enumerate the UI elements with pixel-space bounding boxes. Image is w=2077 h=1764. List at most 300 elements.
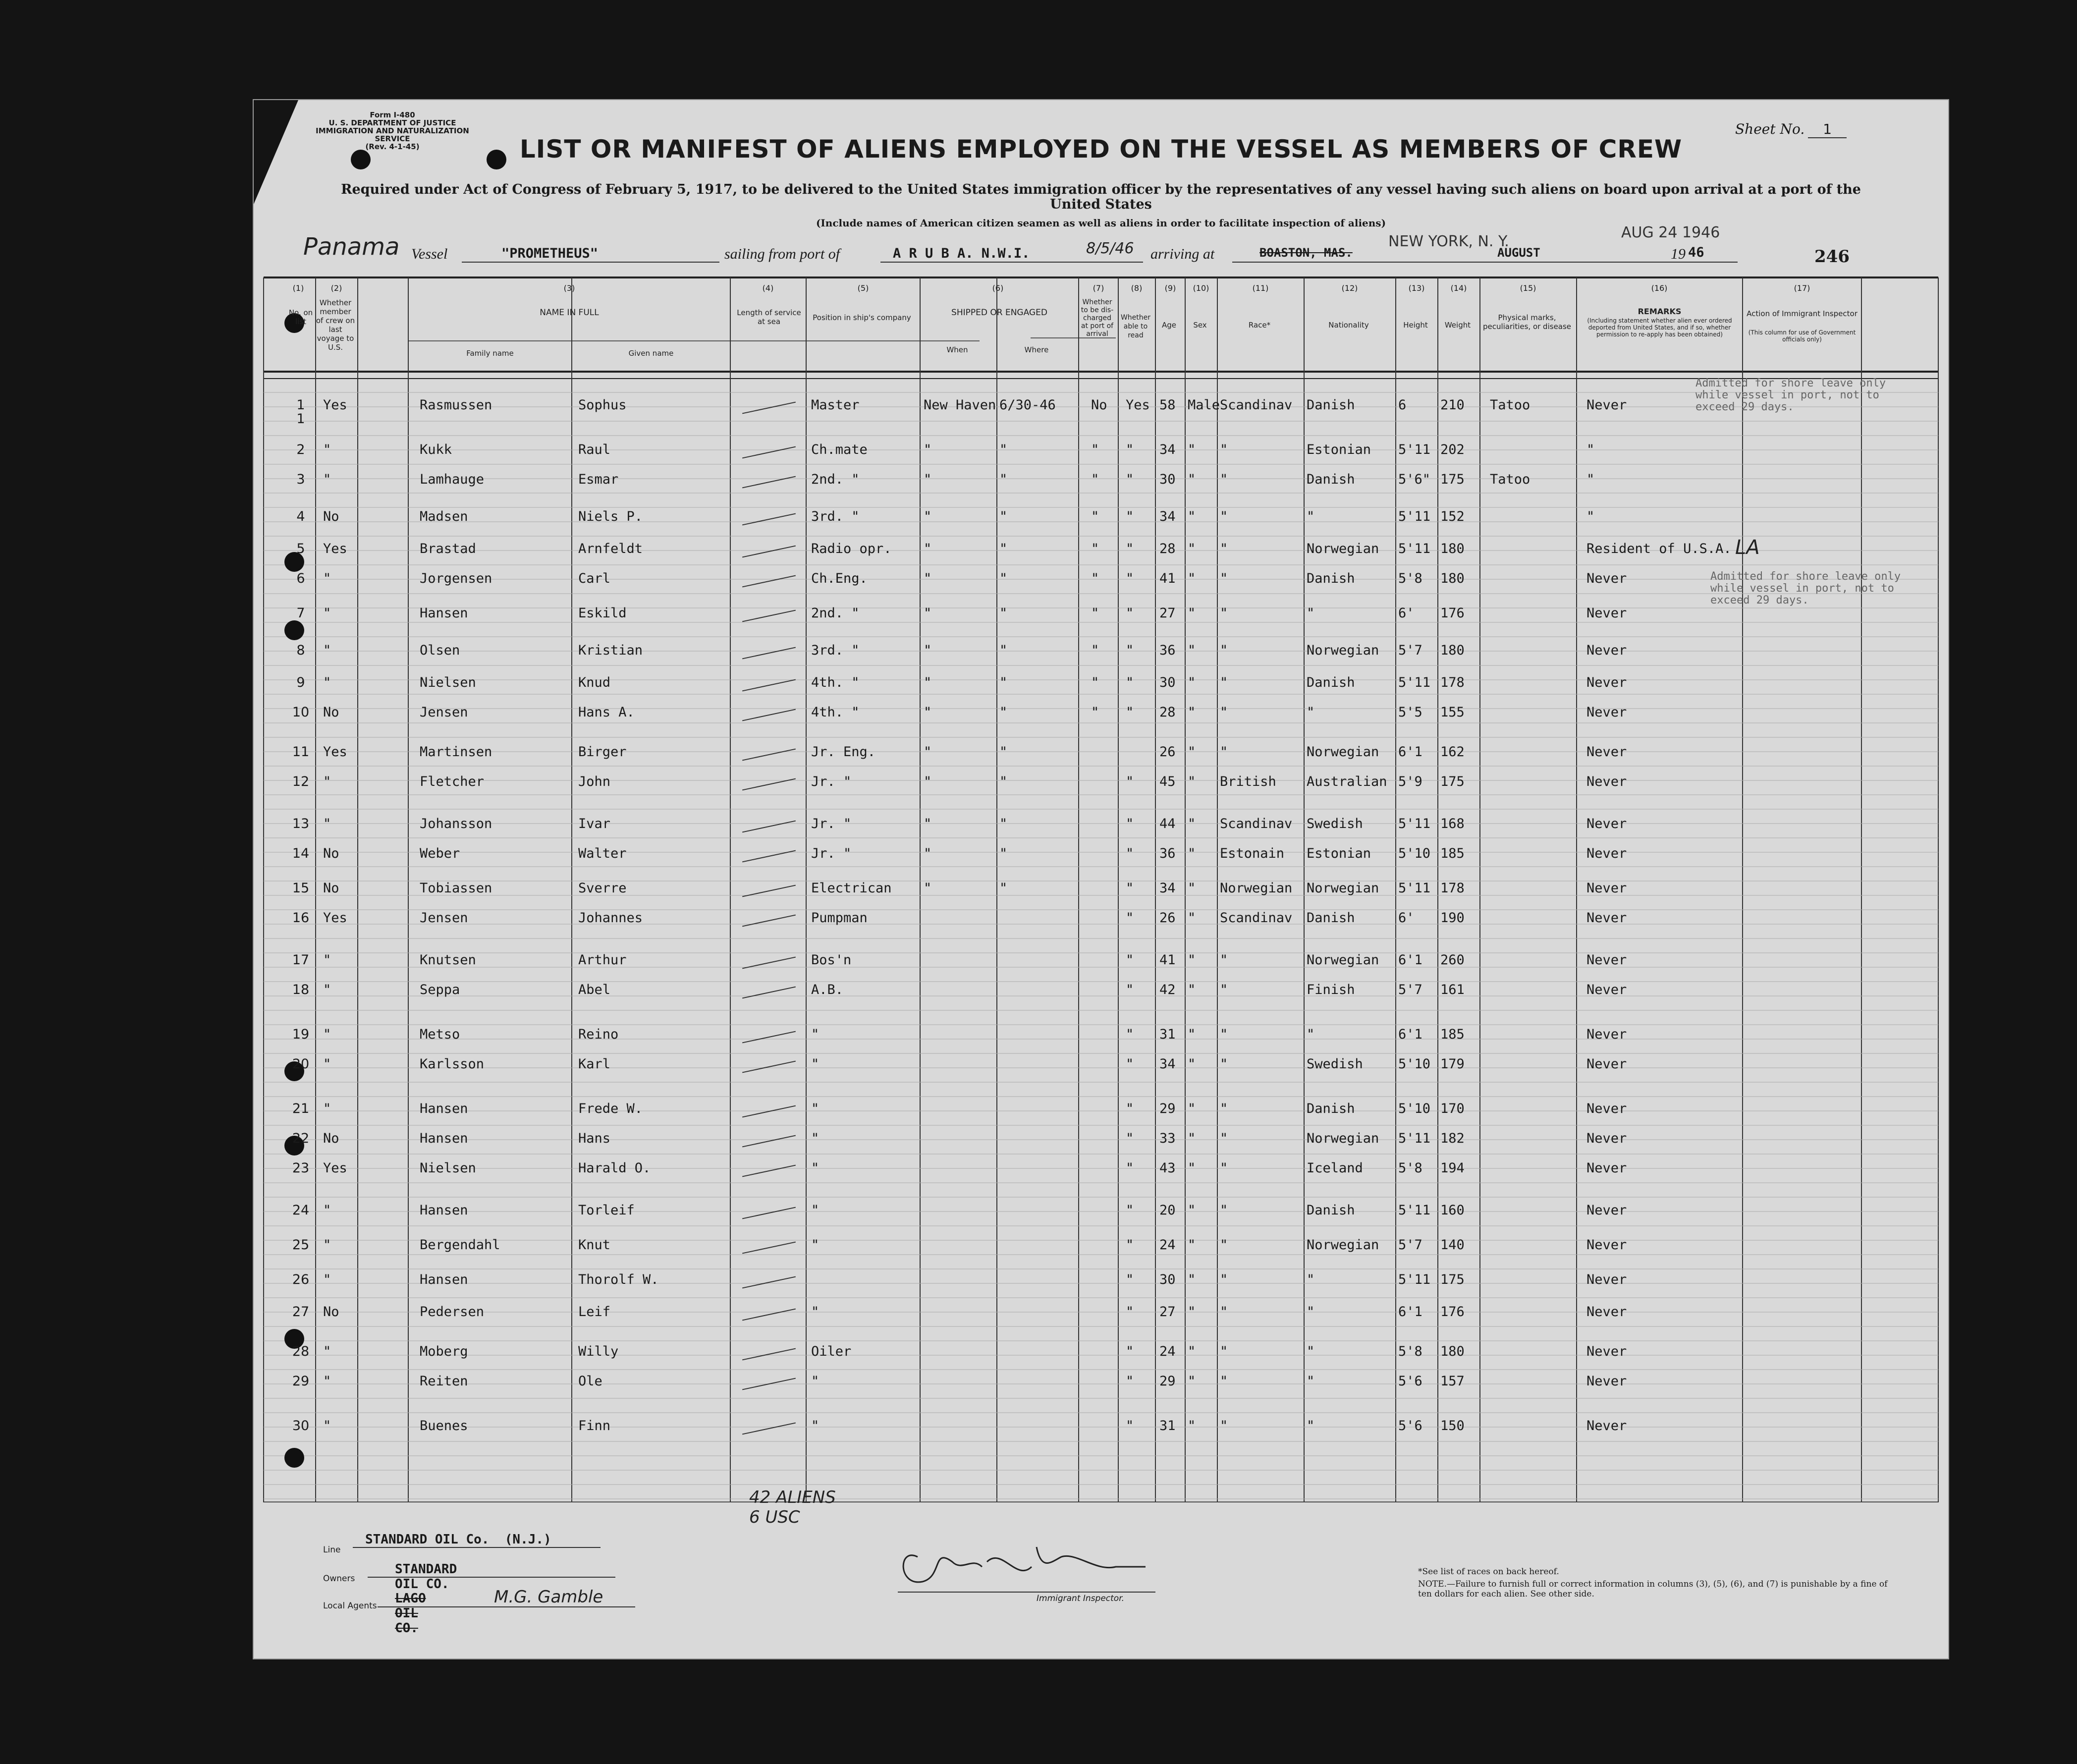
cell-member: " — [323, 1344, 331, 1359]
cell-height: 5'8 — [1398, 571, 1422, 586]
cell-race: " — [1220, 1304, 1228, 1320]
cell-family: Lamhauge — [420, 472, 485, 487]
cell-position: 4th. " — [811, 705, 860, 720]
handwritten-total — [749, 1488, 836, 1527]
sailing-port: A R U B A. N.W.I. — [893, 246, 1030, 261]
cell-position: " — [811, 1304, 820, 1320]
cell-no: 7 — [296, 606, 305, 621]
cell-remarks: Never — [1586, 1056, 1627, 1072]
cell-family: Rasmussen — [420, 397, 492, 413]
cell-height: 6'1 — [1398, 1027, 1422, 1042]
cell-read: " — [1126, 1056, 1134, 1072]
cell-age: 24 — [1159, 1237, 1176, 1253]
col-name-in-full: NAME IN FULL — [540, 308, 599, 318]
cell-read: " — [1126, 1418, 1134, 1433]
cell-no: 13 — [292, 816, 310, 831]
cell-age: 31 — [1159, 1418, 1176, 1433]
cell-member: " — [323, 1272, 331, 1287]
cell-remarks: Never — [1586, 675, 1627, 690]
sailing-label: sailing from port of — [724, 246, 840, 262]
cell-position: " — [811, 1203, 820, 1218]
cell-height: 5'10 — [1398, 1056, 1431, 1072]
cell-age: 45 — [1159, 774, 1176, 789]
service-mark — [742, 610, 796, 622]
cell-no: 16 — [292, 910, 310, 926]
cell-family: Brastad — [420, 541, 476, 556]
cell-read: " — [1126, 774, 1134, 789]
cell-position: Jr. " — [811, 846, 852, 861]
cell-member: Yes — [323, 397, 347, 413]
punch-hole — [284, 1448, 304, 1468]
cell-family: Fletcher — [420, 774, 485, 789]
column-number: (11) — [1252, 283, 1269, 293]
cell-no: 6 — [296, 571, 305, 586]
cell-family: Jensen — [420, 705, 468, 720]
flag-handwritten: Panama — [303, 233, 400, 261]
cell-read: " — [1126, 1304, 1134, 1320]
cell-where: " — [999, 705, 1008, 720]
col-remarks-sub: (Including statement whether alien ever ordered deported from United States, and if so, whether permission to re-apply has been obtained) — [1587, 317, 1732, 338]
service-mark — [742, 1105, 796, 1118]
cell-member: " — [323, 643, 331, 658]
column-number: (15) — [1520, 283, 1536, 293]
cell-read: " — [1126, 571, 1134, 586]
cell-discharged: " — [1091, 675, 1099, 690]
cell-given: Raul — [578, 442, 611, 457]
cell-remarks: Never — [1586, 1131, 1627, 1146]
cell-race: " — [1220, 1027, 1228, 1042]
column-number: (4) — [762, 283, 774, 293]
cell-remarks: " — [1586, 472, 1595, 487]
cell-height: 5'11 — [1398, 881, 1431, 896]
cell-family: Hansen — [420, 1131, 468, 1146]
cell-age: 34 — [1159, 442, 1176, 457]
cell-no: 30 — [292, 1418, 310, 1433]
cell-weight: 161 — [1440, 982, 1465, 997]
service-mark — [742, 957, 796, 969]
cell-read: " — [1126, 910, 1134, 926]
cell-member: No — [323, 846, 339, 861]
agents-label: Local Agents — [323, 1601, 377, 1611]
arriving-port-struck: BOASTON, MAS. — [1259, 246, 1353, 260]
cell-age: 27 — [1159, 1304, 1176, 1320]
cell-read: " — [1126, 541, 1134, 556]
cell-family: Hansen — [420, 1272, 468, 1287]
cell-given: Arnfeldt — [578, 541, 643, 556]
cell-position: 2nd. " — [811, 472, 860, 487]
cell-no: 23 — [292, 1160, 310, 1176]
cell-remarks: Never — [1586, 606, 1627, 621]
col-when: When — [946, 345, 968, 354]
cell-nationality: Norwegian — [1307, 643, 1379, 658]
cell-sex: " — [1188, 442, 1196, 457]
shore-leave-stamp-1 — [1695, 378, 1886, 413]
cell-nationality: Estonian — [1307, 442, 1371, 457]
col-family-name: Family name — [466, 349, 514, 358]
cell-sex: " — [1188, 1304, 1196, 1320]
cell-given: Ole — [578, 1374, 602, 1389]
cell-height: 5'7 — [1398, 643, 1422, 658]
cell-when: " — [924, 774, 932, 789]
cell-given: Ivar — [578, 816, 611, 831]
cell-remarks: Never — [1586, 1272, 1627, 1287]
cell-sex: " — [1188, 571, 1196, 586]
cell-weight: 157 — [1440, 1374, 1465, 1389]
cell-age: 29 — [1159, 1101, 1176, 1116]
cell-family: Kukk — [420, 442, 452, 457]
cell-read: " — [1126, 982, 1134, 997]
column-number: (1) — [292, 283, 304, 293]
cell-family: Metso — [420, 1027, 460, 1042]
cell-member: " — [323, 982, 331, 997]
owners-label: Owners — [323, 1574, 355, 1584]
cell-height: 6'1 — [1398, 1304, 1422, 1320]
col-no-on-list: No. on list — [288, 308, 313, 326]
cell-when: " — [924, 541, 932, 556]
service-mark — [742, 476, 796, 489]
cell-sex: " — [1188, 1418, 1196, 1433]
cell-race: " — [1220, 1344, 1228, 1359]
cell-no: 3 — [296, 472, 305, 487]
cell-nationality: Danish — [1307, 910, 1355, 926]
cell-family: Jorgensen — [420, 571, 492, 586]
cell-height: 5'11 — [1398, 1203, 1431, 1218]
cell-position: 4th. " — [811, 675, 860, 690]
cell-position: " — [811, 1374, 820, 1389]
cell-nationality: " — [1307, 1272, 1315, 1287]
inspector-label: Immigrant Inspector. — [1037, 1594, 1125, 1603]
cell-position: 2nd. " — [811, 606, 860, 621]
cell-remarks: Never — [1586, 1344, 1627, 1359]
cell-nationality: Estonian — [1307, 846, 1371, 861]
cell-position: " — [811, 1101, 820, 1116]
cell-age: 58 — [1159, 397, 1176, 413]
cell-no: 14 — [292, 846, 310, 861]
cell-read: " — [1126, 816, 1134, 831]
cell-remarks: Never — [1586, 881, 1627, 896]
cell-given: Knud — [578, 675, 611, 690]
column-number: (12) — [1341, 283, 1358, 293]
cell-nationality: " — [1307, 509, 1315, 524]
cell-race: " — [1220, 1101, 1228, 1116]
cell-member: " — [323, 442, 331, 457]
cell-remarks: Resident of U.S.A. — [1586, 541, 1732, 556]
cell-remarks: Never — [1586, 1374, 1627, 1389]
agents-handwritten: M.G. Gamble — [494, 1587, 603, 1607]
line-value: STANDARD OIL Co. (N.J.) — [365, 1532, 551, 1547]
cell-age: 27 — [1159, 606, 1176, 621]
cell-family: Bergendahl — [420, 1237, 500, 1253]
cell-weight: 150 — [1440, 1418, 1465, 1433]
col-where: Where — [1024, 345, 1049, 354]
cell-member: " — [323, 1056, 331, 1072]
punch-hole — [284, 620, 304, 640]
cell-sex: " — [1188, 1237, 1196, 1253]
cell-given: Knut — [578, 1237, 611, 1253]
cell-position: Ch.mate — [811, 442, 868, 457]
cell-family: Hansen — [420, 1101, 468, 1116]
cell-family: Johansson — [420, 816, 492, 831]
cell-member: " — [323, 1203, 331, 1218]
cell-given: Carl — [578, 571, 611, 586]
cell-given: Willy — [578, 1344, 619, 1359]
cell-read: " — [1126, 1374, 1134, 1389]
service-mark — [742, 709, 796, 721]
requirement-text: Required under Act of Congress of February 5, 1917, to be delivered to the United States immigration officer by the representatives of any vessel having such aliens on board upon arrival at a port of the United States — [341, 182, 1861, 212]
cell-age: 44 — [1159, 816, 1176, 831]
cell-position: Jr. Eng. — [811, 744, 876, 760]
cell-height: 5'11 — [1398, 509, 1431, 524]
cell-no: 22 — [292, 1131, 310, 1146]
cell-family: Seppa — [420, 982, 460, 997]
cell-position: Jr. " — [811, 816, 852, 831]
cell-nationality: Swedish — [1307, 1056, 1363, 1072]
cell-given: Birger — [578, 744, 627, 760]
cell-position: Jr. " — [811, 774, 852, 789]
cell-member: " — [323, 606, 331, 621]
cell-weight: 180 — [1440, 541, 1465, 556]
vessel-name: "PROMETHEUS" — [501, 246, 599, 261]
cell-nationality: Danish — [1307, 1101, 1355, 1116]
vessel-line — [254, 224, 1948, 267]
cell-sex: " — [1188, 1272, 1196, 1287]
column-number: (9) — [1164, 283, 1176, 293]
cell-race: " — [1220, 571, 1228, 586]
cell-nationality: Finish — [1307, 982, 1355, 997]
cell-height: 5'11 — [1398, 816, 1431, 831]
cell-read: " — [1126, 1101, 1134, 1116]
cell-given: Thorolf W. — [578, 1272, 659, 1287]
cell-member: No — [323, 509, 339, 524]
manifest-sheet — [253, 99, 1949, 1659]
cell-nationality: " — [1307, 1374, 1315, 1389]
cell-weight: 210 — [1440, 397, 1465, 413]
cell-height: 5'8 — [1398, 1344, 1422, 1359]
cell-no: 20 — [292, 1056, 310, 1072]
line-label: Line — [323, 1545, 341, 1555]
service-mark — [742, 1061, 796, 1073]
cell-sex: " — [1188, 952, 1196, 968]
cell-nationality: " — [1307, 1344, 1315, 1359]
sheet-label: Sheet No. — [1735, 121, 1805, 137]
failure-note: NOTE.—Failure to furnish full or correct information in columns (3), (5), (6), and (7) is punishable by a fine of ten dollars for each alien. See other side. — [1418, 1579, 1888, 1599]
cell-age: 34 — [1159, 1056, 1176, 1072]
cell-family: Pedersen — [420, 1304, 485, 1320]
cell-weight: 179 — [1440, 1056, 1465, 1072]
cell-race: Scandinav — [1220, 910, 1293, 926]
cell-family: Buenes — [420, 1418, 468, 1433]
cell-given: Finn — [578, 1418, 611, 1433]
cell-where: " — [999, 541, 1008, 556]
cell-family: Karlsson — [420, 1056, 485, 1072]
cell-member: " — [323, 1374, 331, 1389]
cell-when: " — [924, 705, 932, 720]
cell-remarks: Never — [1586, 397, 1627, 413]
cell-discharged: " — [1091, 643, 1099, 658]
cell-discharged: " — [1091, 571, 1099, 586]
cell-sex: " — [1188, 1131, 1196, 1146]
cell-height: 5'8 — [1398, 1160, 1422, 1176]
cell-sex: " — [1188, 1101, 1196, 1116]
cell-remarks: Never — [1586, 1304, 1627, 1320]
cell-when: " — [924, 509, 932, 524]
cell-no: 19 — [292, 1027, 310, 1042]
cell-no: 27 — [292, 1304, 310, 1320]
cell-weight: 176 — [1440, 1304, 1465, 1320]
cell-race: " — [1220, 1056, 1228, 1072]
cell-member: " — [323, 952, 331, 968]
cell-when: New Haven — [924, 397, 996, 413]
cell-where: " — [999, 442, 1008, 457]
cell-weight: 168 — [1440, 816, 1465, 831]
cell-given: Eskild — [578, 606, 627, 621]
total-aliens: 42 ALIENS — [749, 1488, 836, 1507]
cell-nationality: " — [1307, 705, 1315, 720]
cell-nationality: Norwegian — [1307, 881, 1379, 896]
cell-given: Leif — [578, 1304, 611, 1320]
cell-age: 33 — [1159, 1131, 1176, 1146]
cell-nationality: Swedish — [1307, 816, 1363, 831]
column-number: (16) — [1651, 283, 1668, 293]
cell-read: " — [1126, 1203, 1134, 1218]
cell-read: " — [1126, 472, 1134, 487]
vessel-label: Vessel — [411, 246, 448, 262]
column-number: (14) — [1450, 283, 1467, 293]
cell-member: Yes — [323, 1160, 347, 1176]
cell-where: " — [999, 744, 1008, 760]
service-mark — [742, 402, 796, 414]
cell-position: Pumpman — [811, 910, 868, 926]
cell-no: 25 — [292, 1237, 310, 1253]
cell-weight: 190 — [1440, 910, 1465, 926]
shore-leave-stamp-2 — [1710, 571, 1901, 606]
cell-when: " — [924, 675, 932, 690]
cell-race: " — [1220, 705, 1228, 720]
cell-member: No — [323, 1304, 339, 1320]
cell-family: Hansen — [420, 606, 468, 621]
cell-given: Karl — [578, 1056, 611, 1072]
cell-height: 5'11 — [1398, 541, 1431, 556]
cell-position: 3rd. " — [811, 643, 860, 658]
cell-read: " — [1126, 1237, 1134, 1253]
cell-discharged: " — [1091, 442, 1099, 457]
cell-read: " — [1126, 509, 1134, 524]
cell-weight: 140 — [1440, 1237, 1465, 1253]
cell-read: " — [1126, 846, 1134, 861]
cell-weight: 260 — [1440, 952, 1465, 968]
service-mark — [742, 546, 796, 558]
cell-nationality: Norwegian — [1307, 1237, 1379, 1253]
cell-height: 6' — [1398, 910, 1415, 926]
cell-weight: 185 — [1440, 1027, 1465, 1042]
cell-position: " — [811, 1237, 820, 1253]
cell-remarks: " — [1586, 509, 1595, 524]
cell-read: " — [1126, 705, 1134, 720]
cell-given: Reino — [578, 1027, 619, 1042]
cell-member: " — [323, 816, 331, 831]
cell-given: Kristian — [578, 643, 643, 658]
stamp-line: while vessel in port, not to — [1710, 582, 1894, 595]
cell-member: Yes — [323, 541, 347, 556]
cell-sex: " — [1188, 774, 1196, 789]
cell-age: 41 — [1159, 571, 1176, 586]
cell-height: 5'7 — [1398, 982, 1422, 997]
cell-member: No — [323, 881, 339, 896]
service: IMMIGRATION AND NATURALIZATION SERVICE — [316, 126, 469, 143]
cell-when: " — [924, 571, 932, 586]
date-stamp: AUG 24 1946 — [1621, 224, 1720, 241]
row-1-sub-number: 1 — [296, 411, 305, 427]
cell-family: Moberg — [420, 1344, 468, 1359]
cell-given: Harald O. — [578, 1160, 651, 1176]
service-mark — [742, 821, 796, 833]
cell-race: " — [1220, 1272, 1228, 1287]
cell-race: Norwegian — [1220, 881, 1293, 896]
cell-member: Yes — [323, 744, 347, 760]
cell-race: " — [1220, 744, 1228, 760]
cell-position: 3rd. " — [811, 509, 860, 524]
service-mark — [742, 679, 796, 692]
cell-read: " — [1126, 1027, 1134, 1042]
cell-race: " — [1220, 1374, 1228, 1389]
cell-given: Hans — [578, 1131, 611, 1146]
page-number: 246 — [1814, 247, 1850, 267]
cell-read: " — [1126, 1344, 1134, 1359]
arriving-label: arriving at — [1150, 246, 1215, 262]
cell-remarks: Never — [1586, 571, 1627, 586]
service-mark — [742, 513, 796, 526]
cell-sex: " — [1188, 1027, 1196, 1042]
cell-remarks: Never — [1586, 643, 1627, 658]
cell-race: " — [1220, 1418, 1228, 1433]
cell-height: 5'10 — [1398, 846, 1431, 861]
cell-race: Scandinav — [1220, 816, 1293, 831]
column-number: (17) — [1794, 283, 1810, 293]
cell-weight: 160 — [1440, 1203, 1465, 1218]
cell-sex: " — [1188, 1160, 1196, 1176]
col-sex: Sex — [1193, 321, 1207, 330]
cell-remarks: Never — [1586, 952, 1627, 968]
document-title: LIST OR MANIFEST OF ALIENS EMPLOYED ON THE VESSEL AS MEMBERS OF CREW — [519, 135, 1683, 164]
cell-no: 9 — [296, 675, 305, 690]
cell-weight: 155 — [1440, 705, 1465, 720]
service-mark — [742, 1309, 796, 1321]
cell-remarks: Never — [1586, 816, 1627, 831]
cell-family: Knutsen — [420, 952, 476, 968]
cell-no: 10 — [292, 705, 310, 720]
cell-race: " — [1220, 1203, 1228, 1218]
cell-height: 5'6 — [1398, 1374, 1422, 1389]
cell-weight: 178 — [1440, 675, 1465, 690]
cell-nationality: " — [1307, 1304, 1315, 1320]
cell-height: 6'1 — [1398, 952, 1422, 968]
cell-race: " — [1220, 1160, 1228, 1176]
col-member-last-voyage: Whether member of crew on last voyage to U.S. — [316, 298, 355, 352]
cell-remarks: Never — [1586, 846, 1627, 861]
cell-no: 21 — [292, 1101, 310, 1116]
cell-position: " — [811, 1160, 820, 1176]
cell-where: " — [999, 675, 1008, 690]
cell-read: " — [1126, 675, 1134, 690]
service-mark — [742, 749, 796, 761]
cell-no: 2 — [296, 442, 305, 457]
cell-no: 15 — [292, 881, 310, 896]
cell-remarks: Never — [1586, 1160, 1627, 1176]
cell-race: " — [1220, 982, 1228, 997]
cell-nationality: Danish — [1307, 571, 1355, 586]
cell-nationality: Norwegian — [1307, 541, 1379, 556]
cell-member: Yes — [323, 910, 347, 926]
